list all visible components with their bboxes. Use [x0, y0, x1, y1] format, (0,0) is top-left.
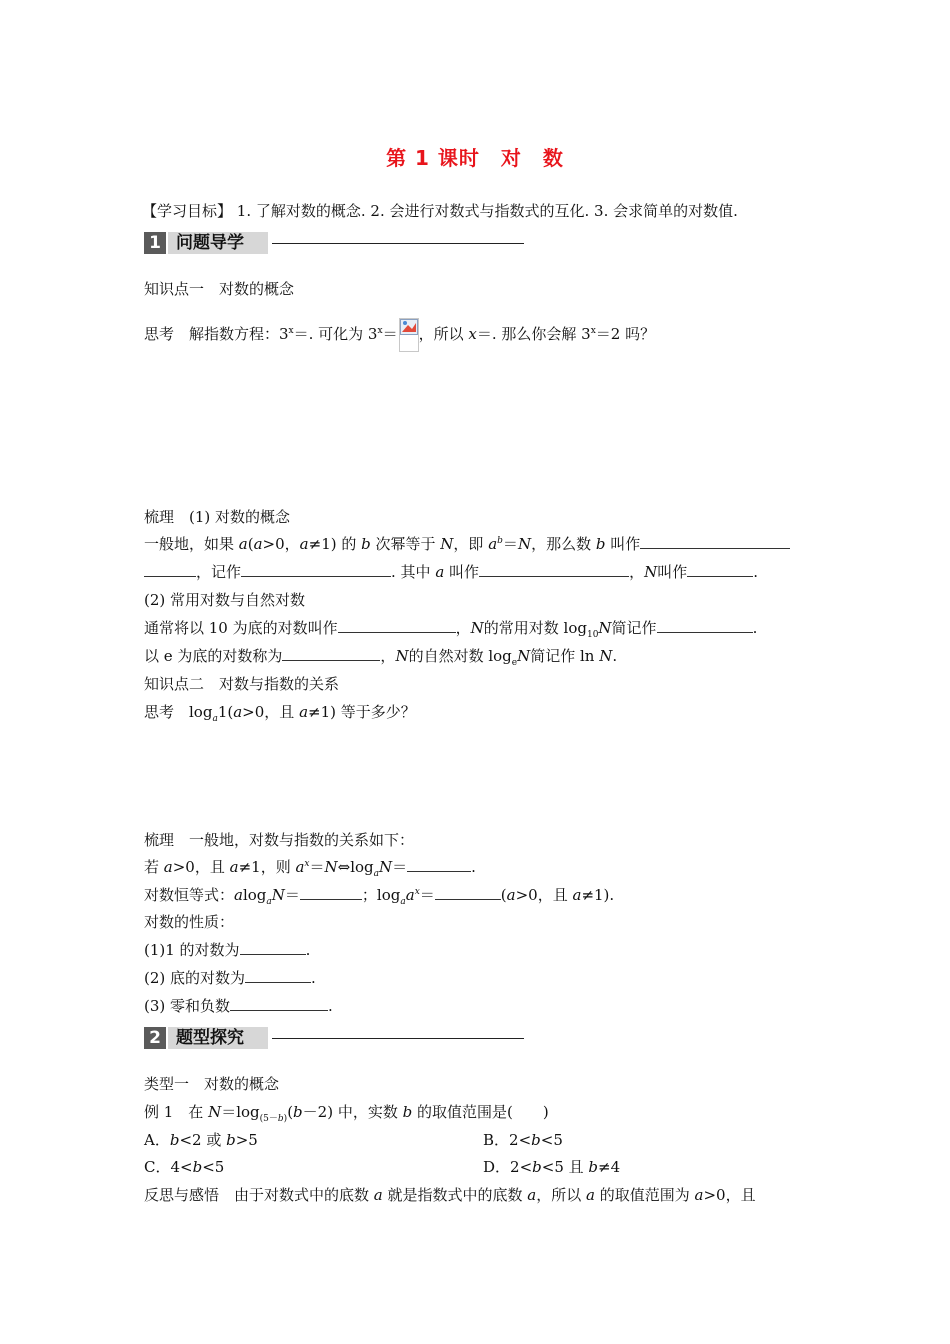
- text: >0，且: [515, 886, 573, 904]
- knowledge-point-1: 知识点一 对数的概念: [144, 280, 295, 298]
- var: a: [506, 886, 516, 904]
- text: .: [311, 969, 316, 987]
- text: >5: [235, 1131, 258, 1149]
- text: ≠1).: [581, 886, 615, 904]
- sup: x: [414, 887, 420, 897]
- text: D．2<: [483, 1158, 533, 1176]
- text: 的自然对数 log: [408, 647, 512, 665]
- var: a: [295, 858, 305, 876]
- property-1: [144, 940, 310, 960]
- objectives-label: 【学习目标】: [142, 202, 233, 220]
- option-b[interactable]: [483, 1130, 563, 1150]
- text: (3) 零和负数: [144, 997, 231, 1015]
- var: N: [517, 647, 531, 665]
- summary-1-line-1: [144, 534, 790, 554]
- text: ＝: [284, 886, 300, 904]
- var: x: [468, 325, 477, 343]
- property-3: [144, 996, 333, 1016]
- fill-in-blank[interactable]: [230, 996, 328, 1011]
- var: b: [402, 1103, 413, 1121]
- fill-in-blank[interactable]: [640, 534, 790, 549]
- text: ≠4: [598, 1158, 621, 1176]
- fill-in-blank[interactable]: [687, 562, 753, 577]
- var: N: [379, 858, 393, 876]
- var: a: [435, 563, 445, 581]
- identity-line: [144, 885, 614, 905]
- broken-image-icon: [399, 318, 419, 352]
- var: b: [293, 1103, 303, 1121]
- fill-in-blank[interactable]: [144, 562, 196, 577]
- text: <2 或: [179, 1131, 227, 1149]
- objectives-text: 1. 了解对数的概念. 2. 会进行对数式与指数式的互化. 3. 会求简单的对数值.: [236, 202, 738, 220]
- think-question-2: [144, 702, 416, 722]
- fill-in-blank[interactable]: [241, 562, 391, 577]
- var: a: [527, 1186, 537, 1204]
- var: b: [531, 1131, 541, 1149]
- text: ＝: [502, 535, 518, 553]
- fill-in-blank[interactable]: [657, 618, 753, 633]
- text: <5: [202, 1158, 225, 1176]
- text: .: [305, 941, 311, 959]
- text: 思考 log: [144, 703, 213, 721]
- text: (: [500, 886, 507, 904]
- text: ≠1，则: [238, 858, 296, 876]
- section-label: 题型探究: [168, 1027, 268, 1049]
- text: . 其中: [391, 563, 436, 581]
- text: －2) 中，实数: [302, 1103, 403, 1121]
- var: N: [599, 647, 613, 665]
- var: a: [238, 535, 248, 553]
- var: b: [595, 535, 606, 553]
- text: (: [287, 1103, 294, 1121]
- sup: x: [288, 326, 294, 336]
- var: N: [598, 619, 612, 637]
- text: .: [612, 647, 618, 665]
- text: ＝: [419, 886, 435, 904]
- fill-in-blank[interactable]: [338, 618, 456, 633]
- fill-in-blank[interactable]: [300, 885, 362, 900]
- text: 以 e 为底的对数称为: [144, 647, 283, 665]
- text: >0，且: [703, 1186, 756, 1204]
- text: (1)1 的对数为: [144, 941, 240, 959]
- fill-in-blank[interactable]: [407, 857, 471, 872]
- example-1: [144, 1102, 549, 1122]
- text: ，: [629, 563, 645, 581]
- text: ＝: [382, 325, 398, 343]
- sup: x: [304, 859, 310, 869]
- text: 叫作: [444, 563, 480, 581]
- summary-1-line-3: [144, 618, 757, 638]
- text: 简记作: [611, 619, 657, 637]
- var: a: [405, 886, 415, 904]
- text: 就是指数式中的底数: [382, 1186, 528, 1204]
- sub: 10: [586, 630, 599, 640]
- var: N: [470, 619, 484, 637]
- text: 的取值范围为: [594, 1186, 695, 1204]
- section-rule: [272, 243, 524, 244]
- text: 简记作 ln: [530, 647, 600, 665]
- text: 叫作: [657, 563, 688, 581]
- lesson-title: 第 1 课时 对 数: [386, 146, 564, 170]
- text: ＝: [392, 858, 408, 876]
- text: ＝. 可化为 3: [293, 325, 378, 343]
- sub: b: [277, 1114, 284, 1124]
- text: B．2<: [483, 1131, 532, 1149]
- section-number: 1: [144, 232, 166, 254]
- var: a: [299, 703, 309, 721]
- text: ，: [380, 647, 396, 665]
- text: ，记作: [196, 563, 242, 581]
- text: 例 1 在: [144, 1103, 209, 1121]
- sub: (5－: [259, 1114, 278, 1124]
- text: >0，且: [242, 703, 300, 721]
- text: log: [242, 886, 267, 904]
- fill-in-blank[interactable]: [479, 562, 629, 577]
- option-a[interactable]: [144, 1130, 258, 1150]
- sup: x: [377, 326, 383, 336]
- var: b: [588, 1158, 599, 1176]
- text: 次幂等于: [370, 535, 441, 553]
- section-label: 问题导学: [168, 232, 268, 254]
- sub: a: [400, 897, 406, 907]
- text: 若: [144, 858, 164, 876]
- sup: b: [497, 536, 503, 546]
- text: 的常用对数 log: [483, 619, 587, 637]
- var: a: [373, 1186, 383, 1204]
- var: b: [192, 1158, 203, 1176]
- text: ≠1) 等于多少？: [308, 703, 416, 721]
- reflection: [144, 1185, 756, 1205]
- var: a: [572, 886, 582, 904]
- sub: a: [373, 869, 380, 879]
- fill-in-blank[interactable]: [435, 885, 501, 900]
- knowledge-point-2: 知识点二 对数与指数的关系: [144, 675, 340, 693]
- text: <5: [540, 1131, 563, 1149]
- var: b: [226, 1131, 236, 1149]
- var: a: [488, 535, 498, 553]
- text: >0，且: [172, 858, 230, 876]
- text: ，: [455, 619, 471, 637]
- relation-line: [144, 857, 476, 877]
- text: ，所以: [536, 1186, 587, 1204]
- option-d[interactable]: [483, 1157, 620, 1177]
- text: ，即: [453, 535, 489, 553]
- text: ＝: [309, 858, 325, 876]
- text: C．4<: [144, 1158, 193, 1176]
- var: b: [361, 535, 371, 553]
- fill-in-blank[interactable]: [240, 940, 306, 955]
- sub: a: [266, 897, 272, 907]
- var: b: [169, 1131, 180, 1149]
- text: ⇔log: [337, 858, 374, 876]
- sub: a: [212, 714, 218, 724]
- sub: e: [511, 658, 518, 668]
- var: a: [163, 858, 173, 876]
- property-2: [144, 968, 316, 988]
- summary-1-heading: 梳理 (1) 对数的概念: [144, 508, 291, 526]
- var: a: [299, 535, 309, 553]
- think-question-1: [144, 318, 655, 352]
- text: 对数恒等式：: [144, 886, 235, 904]
- var: N: [644, 563, 658, 581]
- var: N: [517, 535, 532, 553]
- text: .: [752, 619, 758, 637]
- text: 叫作: [605, 535, 641, 553]
- text: (: [247, 535, 254, 553]
- section-rule: [272, 1038, 524, 1039]
- text: 思考 解指数方程：3: [144, 325, 289, 343]
- text: (2) 底的对数为: [144, 969, 246, 987]
- text: .: [471, 858, 476, 876]
- var: a: [233, 703, 243, 721]
- fill-in-blank[interactable]: [282, 646, 380, 661]
- var: N: [271, 886, 285, 904]
- text: ＝log: [221, 1103, 260, 1121]
- text: >0，: [262, 535, 300, 553]
- text: ；log: [361, 886, 401, 904]
- var: b: [532, 1158, 542, 1176]
- text: ＝. 那么你会解 3: [476, 325, 591, 343]
- var: a: [694, 1186, 704, 1204]
- learning-objectives: [142, 201, 738, 221]
- fill-in-blank[interactable]: [245, 968, 311, 983]
- text: 1(: [217, 703, 234, 721]
- summary-1-line-4: [144, 646, 617, 666]
- var: N: [324, 858, 338, 876]
- sub: ): [283, 1114, 288, 1124]
- var: a: [253, 535, 263, 553]
- text: ≠1) 的: [308, 535, 362, 553]
- summary-1-line-2: [144, 562, 758, 582]
- text: 反思与感悟 由于对数式中的底数: [144, 1186, 374, 1204]
- sup: x: [590, 326, 596, 336]
- text: 通常将以 10 为底的对数叫作: [144, 619, 338, 637]
- summary-1-subheading: (2) 常用对数与自然对数: [144, 591, 306, 609]
- text: ＝2 吗？: [595, 325, 656, 343]
- text: ，所以: [418, 325, 469, 343]
- text: ，那么数: [531, 535, 596, 553]
- text: 一般地，如果: [144, 535, 239, 553]
- var: a: [234, 886, 243, 904]
- type-1-heading: 类型一 对数的概念: [144, 1075, 280, 1093]
- text: A．: [144, 1131, 170, 1149]
- var: a: [586, 1186, 595, 1204]
- properties-heading: 对数的性质：: [144, 913, 235, 931]
- var: N: [208, 1103, 222, 1121]
- text: <5 且: [541, 1158, 589, 1176]
- summary-2-heading: 梳理 一般地，对数与指数的关系如下：: [144, 831, 415, 849]
- var: N: [395, 647, 409, 665]
- text: .: [328, 997, 333, 1015]
- var: N: [440, 535, 454, 553]
- section-number: 2: [144, 1027, 166, 1049]
- var: a: [229, 858, 239, 876]
- text: 的取值范围是( ): [412, 1103, 549, 1121]
- option-c[interactable]: [144, 1157, 224, 1177]
- text: .: [753, 563, 758, 581]
